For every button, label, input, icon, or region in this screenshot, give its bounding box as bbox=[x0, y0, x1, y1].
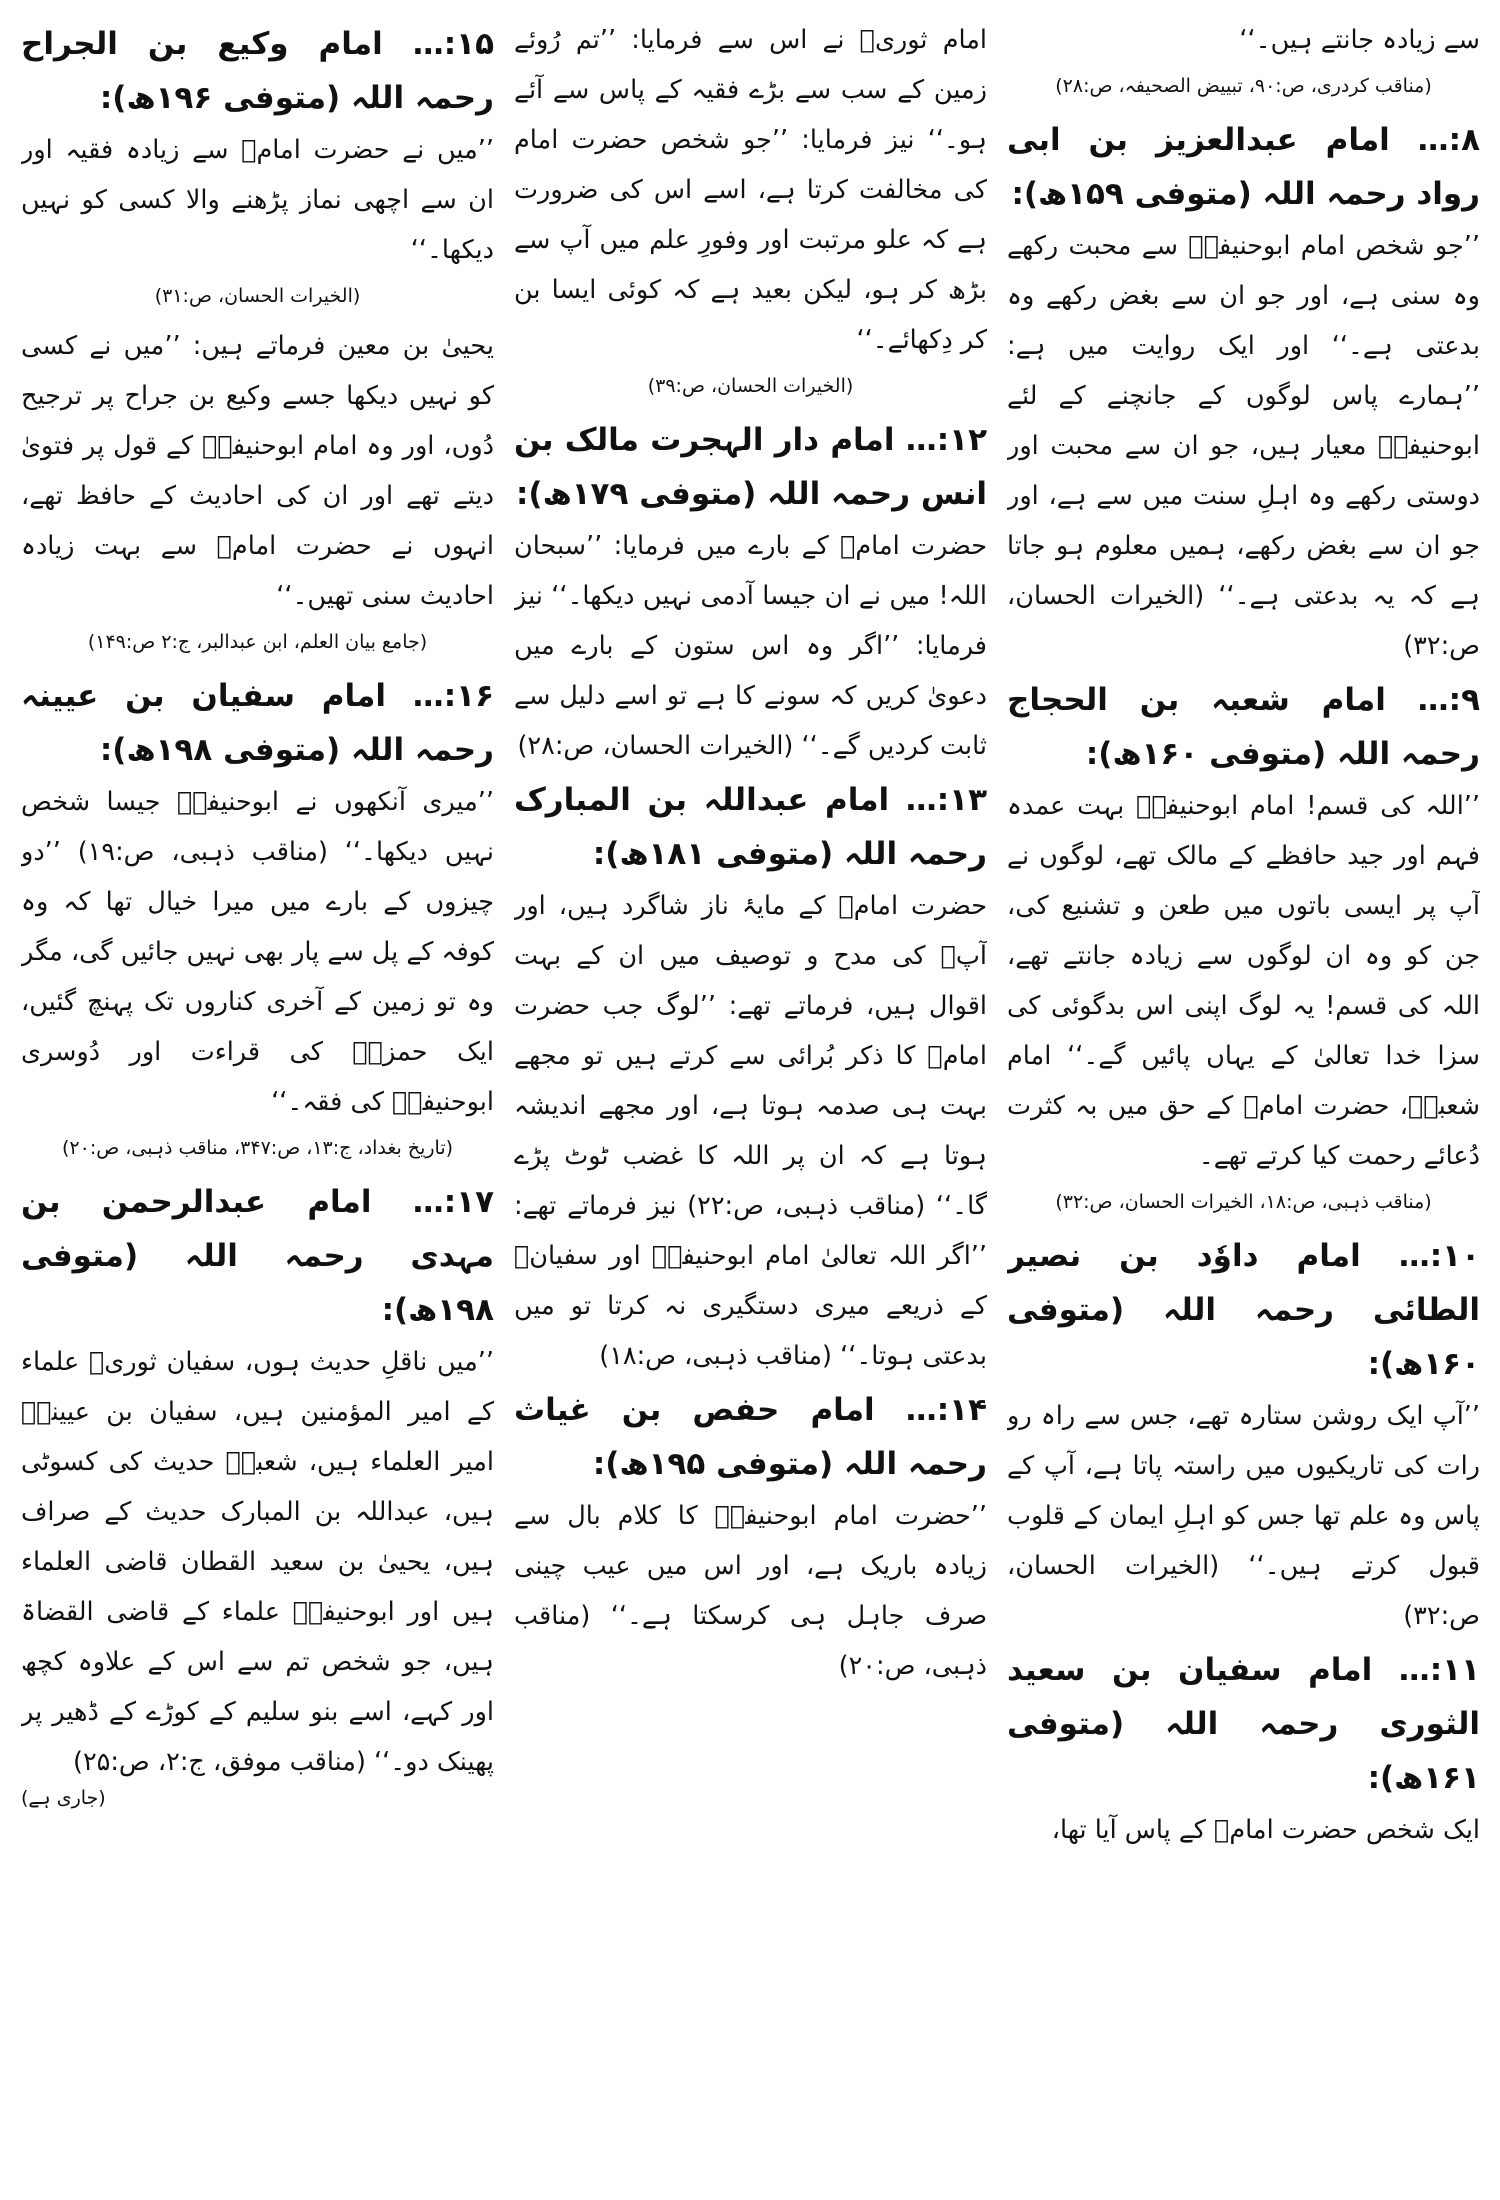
column-right bbox=[1007, 15, 1480, 2185]
reference-citation: (الخیرات الحسان، ص:۳۱) bbox=[154, 285, 361, 307]
section-heading: ۹:… امام شعبہ بن الحجاج رحمہ اللہ (متوفی ۱۶۰ھ): bbox=[1007, 682, 1480, 772]
paragraph: ’’میں ناقلِ حدیث ہوں، سفیان ثوریؒ علماء کے امیر المؤمنین ہیں، سفیان بن عیینہؒ امیر العلماء ہیں، شعبہؒ حدیث کی کسوٹی ہیں، عبداللہ بن المبارک حدیث کے صراف ہیں، یحییٰ بن سعید القطان قاضی العلماء ہیں اور ابوحنیفہؒ علماء کے قاضی القضاۃ ہیں، جو شخص تم سے اس کے علاوہ کچھ اور کہے، اسے بنو سلیم کے کوڑے کے ڈھیر پر پھینک دو۔‘‘ (مناقب موفق، ج:۲، ص:۲۵) bbox=[21, 1347, 494, 1777]
section-heading: ۱۴:… امام حفص بن غیاث رحمہ اللہ (متوفی ۱۹۵ھ): bbox=[514, 1392, 987, 1482]
column-left bbox=[21, 15, 494, 2185]
paragraph: امام ثوریؒ نے اس سے فرمایا: ’’تم رُوئے زمین کے سب سے بڑے فقیہ کے پاس سے آئے ہو۔‘‘ نیز فرمایا: ’’جو شخص حضرت امام کی مخالفت کرتا ہے، اسے اس کی ضرورت ہے کہ علو مرتبت اور وفورِ علم میں آپ سے بڑھ کر ہو، لیکن بعید ہے کہ کوئی ایسا بن کر دِکھائے۔‘‘ bbox=[514, 25, 987, 355]
paragraph: ’’اللہ کی قسم! امام ابوحنیفہؒ بہت عمدہ فہم اور جید حافظے کے مالک تھے، لوگوں نے آپ پر ایسی باتوں میں طعن و تشنیع کی، جن کو وہ ان لوگوں سے زیادہ جانتے تھے، اللہ کی قسم! یہ لوگ اپنی اس بدگوئی کی سزا خدا تعالیٰ کے یہاں پائیں گے۔‘‘ امام شعبہؒ، حضرت امامؒ کے حق میں بہ کثرت دُعائے رحمت کیا کرتے تھے۔ bbox=[1007, 791, 1480, 1171]
paragraph: ’’میری آنکھوں نے ابوحنیفہؒ جیسا شخص نہیں دیکھا۔‘‘ (مناقب ذہبی، ص:۱۹) ’’دو چیزوں کے بارے میں میرا خیال تھا کہ وہ کوفہ کے پل سے پار بھی نہیں جائیں گی، مگر وہ تو زمین کے آخری کناروں تک پہنچ گئیں، ایک حمزہؒ کی قراءت اور دُوسری ابوحنیفہؒ کی فقہ۔‘‘ bbox=[21, 787, 494, 1117]
paragraph: حضرت امامؒ کے بارے میں فرمایا: ’’سبحان اللہ! میں نے ان جیسا آدمی نہیں دیکھا۔‘‘ نیز فرمایا: ’’اگر وہ اس ستون کے بارے میں دعویٰ کریں کہ سونے کا ہے تو اسے دلیل سے ثابت کردیں گے۔‘‘ (الخیرات الحسان، ص:۲۸) bbox=[514, 531, 987, 761]
reference-citation: (مناقب کردری، ص:۹۰، تبییض الصحیفہ، ص:۲۸) bbox=[1055, 75, 1432, 97]
reference-citation: (الخیرات الحسان، ص:۳۹) bbox=[647, 375, 854, 397]
document-page bbox=[20, 15, 1480, 2185]
paragraph: حضرت امامؒ کے مایۂ ناز شاگرد ہیں، اور آپؒ کی مدح و توصیف میں ان کے بہت اقوال ہیں، فرماتے تھے: ’’لوگ جب حضرت امامؒ کا ذکر بُرائی سے کرتے ہیں تو مجھے بہت ہی صدمہ ہوتا ہے، اور مجھے اندیشہ ہوتا ہے کہ ان پر اللہ کا غضب ٹوٹ پڑے گا۔‘‘ (مناقب ذہبی، ص:۲۲) نیز فرماتے تھے: ’’اگر اللہ تعالیٰ امام ابوحنیفہؒ اور سفیانؒ کے ذریعے میری دستگیری نہ کرتا تو میں بدعتی ہوتا۔‘‘ (مناقب ذہبی، ص:۱۸) bbox=[514, 891, 987, 1371]
reference-citation: (مناقب ذہبی، ص:۱۸، الخیرات الحسان، ص:۳۲) bbox=[1055, 1191, 1432, 1213]
section-heading: ۱۳:… امام عبداللہ بن المبارک رحمہ اللہ (متوفی ۱۸۱ھ): bbox=[514, 782, 987, 872]
section-heading: ۱۲:… امام دار الہجرت مالک بن انس رحمہ اللہ (متوفی ۱۷۹ھ): bbox=[514, 422, 987, 512]
reference-citation: (تاریخ بغداد، ج:۱۳، ص:۳۴۷، مناقب ذہبی، ص:۲۰) bbox=[61, 1137, 454, 1159]
paragraph: ’’جو شخص امام ابوحنیفہؒ سے محبت رکھے وہ سنی ہے، اور جو ان سے بغض رکھے وہ بدعتی ہے۔‘‘ اور ایک روایت میں ہے: ’’ہمارے پاس لوگوں کے جانچنے کے لئے ابوحنیفہؒ معیار ہیں، جو ان سے محبت اور دوستی رکھے وہ اہلِ سنت میں سے ہے، اور جو ان سے بغض رکھے، ہمیں معلوم ہو جاتا ہے کہ یہ بدعتی ہے۔‘‘ (الخیرات الحسان، ص:۳۲) bbox=[1007, 231, 1480, 661]
section-heading: ۱۰:… امام داوٗد بن نصیر الطائی رحمہ اللہ (متوفی ۱۶۰ھ): bbox=[1007, 1238, 1480, 1382]
paragraph: ’’میں نے حضرت امامؒ سے زیادہ فقیہ اور ان سے اچھی نماز پڑھنے والا کسی کو نہیں دیکھا۔‘‘ bbox=[21, 135, 494, 265]
section-heading: ۸:… امام عبدالعزیز بن ابی رواد رحمہ اللہ (متوفی ۱۵۹ھ): bbox=[1007, 122, 1480, 212]
section-heading: ۱۷:… امام عبدالرحمن بن مہدی رحمہ اللہ (متوفی ۱۹۸ھ): bbox=[21, 1184, 494, 1328]
paragraph: ’’آپ ایک روشن ستارہ تھے، جس سے راہ رو رات کی تاریکیوں میں راستہ پاتا ہے، آپ کے پاس وہ علم تھا جس کو اہلِ ایمان کے قلوب قبول کرتے ہیں۔‘‘ (الخیرات الحسان، ص:۳۲) bbox=[1007, 1401, 1480, 1631]
paragraph: ’’حضرت امام ابوحنیفہؒ کا کلام بال سے زیادہ باریک ہے، اور اس میں عیب چینی صرف جاہل ہی کرسکتا ہے۔‘‘ (مناقب ذہبی، ص:۲۰) bbox=[514, 1501, 987, 1681]
section-heading: ۱۵:… امام وکیع بن الجراح رحمہ اللہ (متوفی ۱۹۶ھ): bbox=[21, 26, 494, 116]
continued-note: (جاری ہے) bbox=[21, 1787, 106, 1809]
paragraph: سے زیادہ جانتے ہیں۔‘‘ bbox=[1239, 25, 1480, 55]
paragraph: ایک شخص حضرت امامؒ کے پاس آیا تھا، bbox=[1051, 1815, 1480, 1845]
section-heading: ۱۶:… امام سفیان بن عیینہ رحمہ اللہ (متوفی ۱۹۸ھ): bbox=[21, 678, 494, 768]
paragraph: یحییٰ بن معین فرماتے ہیں: ’’میں نے کسی کو نہیں دیکھا جسے وکیع بن جراح پر ترجیح دُوں، اور وہ امام ابوحنیفہؒ کے قول پر فتویٰ دیتے تھے اور ان کی احادیث کے حافظ تھے، انہوں نے حضرت امامؒ سے بہت زیادہ احادیث سنی تھیں۔‘‘ bbox=[21, 331, 494, 611]
section-heading: ۱۱:… امام سفیان بن سعید الثوری رحمہ اللہ (متوفی ۱۶۱ھ): bbox=[1007, 1652, 1480, 1796]
column-middle bbox=[514, 15, 987, 2185]
reference-citation: (جامع بیان العلم، ابن عبدالبر، ج:۲ ص:۱۴۹) bbox=[87, 631, 428, 653]
